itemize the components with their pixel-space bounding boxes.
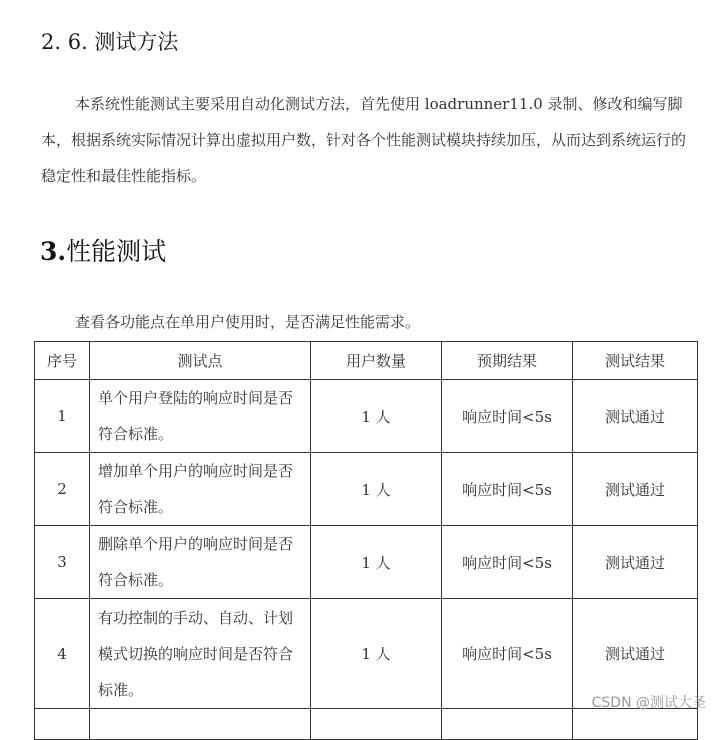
- cell-expected: 响应时间<5s: [442, 380, 573, 453]
- cell-id: 1: [35, 380, 90, 453]
- cell-test-point: 单个用户登陆的响应时间是否符合标准。: [90, 380, 311, 453]
- chapter-title: 性能测试: [66, 237, 167, 266]
- cell-user-count: 1 人: [311, 380, 442, 453]
- section-heading: 2. 6. 测试方法: [41, 30, 179, 54]
- cell-test-point: 有功控制的手动、自动、计划模式切换的响应时间是否符合标准。: [90, 599, 311, 709]
- cell-test-point: 增加单个用户的响应时间是否符合标准。: [90, 453, 311, 526]
- chapter-number: 3.: [40, 237, 67, 266]
- watermark: CSDN @测试大圣: [591, 695, 706, 711]
- table-row: [35, 380, 698, 453]
- table-row: [35, 526, 698, 599]
- cell-id: 4: [35, 599, 90, 709]
- table-row-partial: [35, 709, 698, 740]
- header-result: 测试结果: [573, 342, 698, 380]
- table-row: [35, 453, 698, 526]
- chapter-heading: [40, 232, 166, 268]
- method-paragraph: 本系统性能测试主要采用自动化测试方法，首先使用 loadrunner11.0 录制、修改和编写脚本，根据系统实际情况计算出虚拟用户数，针对各个性能测试模块持续加压，从而达到系统运行的稳定性和最佳性能指标。: [41, 95, 687, 185]
- cell-expected: 响应时间<5s: [442, 526, 573, 599]
- cell-empty: [573, 709, 698, 740]
- cell-user-count: 1 人: [311, 526, 442, 599]
- cell-empty: [35, 709, 90, 740]
- cell-expected: 响应时间<5s: [442, 453, 573, 526]
- cell-id: 2: [35, 453, 90, 526]
- cell-empty: [90, 709, 311, 740]
- cell-result: 测试通过: [573, 380, 698, 453]
- cell-empty: [442, 709, 573, 740]
- cell-id: 3: [35, 526, 90, 599]
- cell-expected: 响应时间<5s: [442, 599, 573, 709]
- header-user-count: 用户数量: [311, 342, 442, 380]
- cell-user-count: 1 人: [311, 599, 442, 709]
- cell-empty: [311, 709, 442, 740]
- table-header-row: [35, 342, 698, 380]
- header-expected: 预期结果: [442, 342, 573, 380]
- cell-result: 测试通过: [573, 599, 698, 709]
- header-id: 序号: [35, 342, 90, 380]
- cell-result: 测试通过: [573, 526, 698, 599]
- cell-test-point: 删除单个用户的响应时间是否符合标准。: [90, 526, 311, 599]
- cell-result: 测试通过: [573, 453, 698, 526]
- cell-user-count: 1 人: [311, 453, 442, 526]
- header-test-point: 测试点: [90, 342, 311, 380]
- table-intro: 查看各功能点在单用户使用时，是否满足性能需求。: [75, 313, 421, 331]
- performance-test-table: [34, 341, 698, 740]
